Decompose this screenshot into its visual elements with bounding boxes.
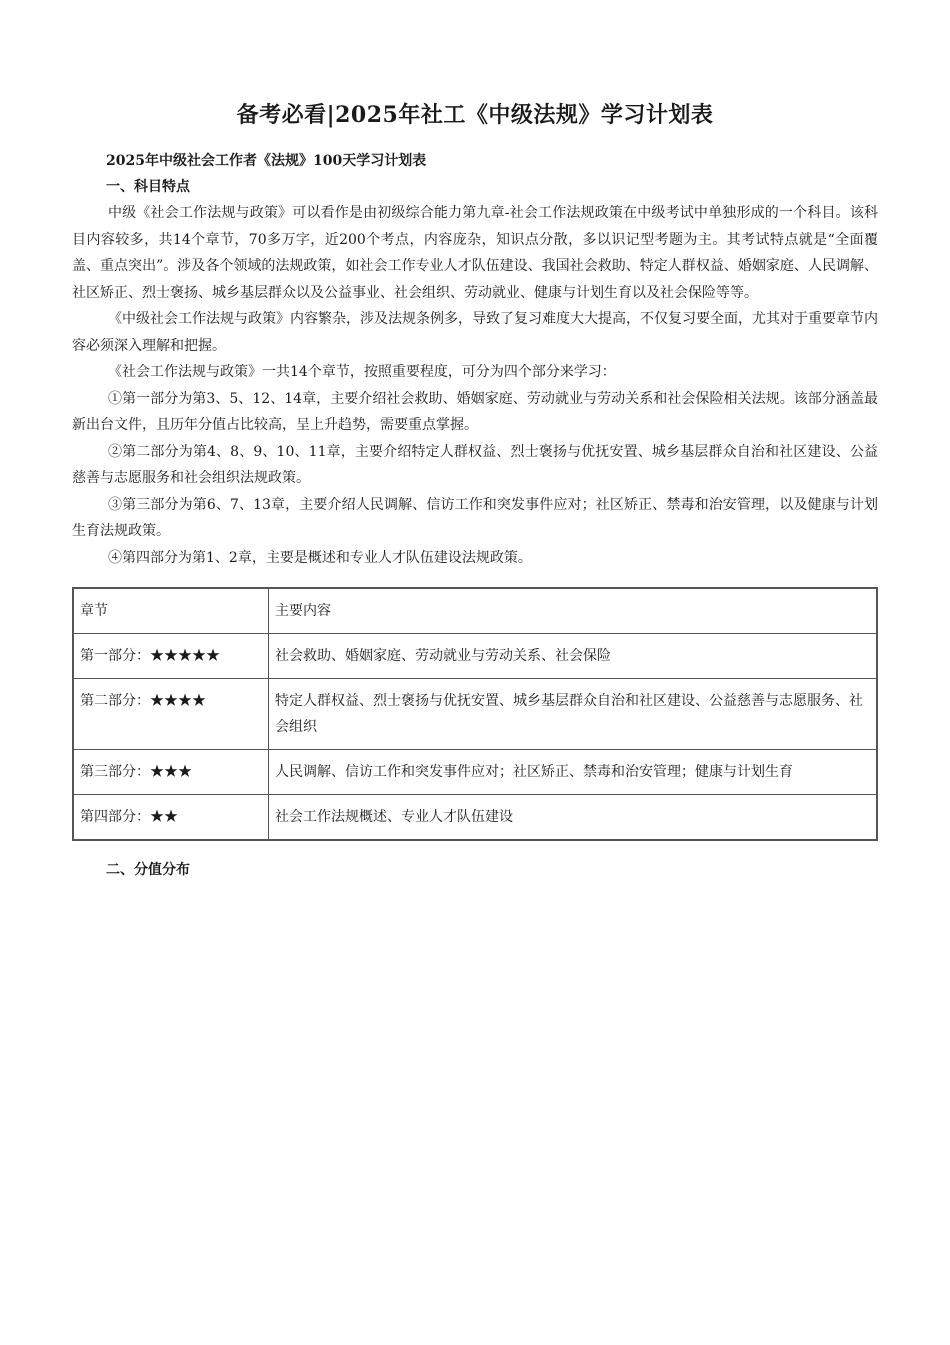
table-header-cell: 章节	[73, 588, 269, 634]
paragraph-intro: 中级《社会工作法规与政策》可以看作是由初级综合能力第九章-社会工作法规政策在中级考试中单独形成的一个科目。该科目内容较多，共14个章节，70多万字，近200个考点，内容庞杂，知识点分散，多以识记型考题为主。其考试特点就是“全面覆盖、重点突出”。涉及各个领域的法规政策，如社会工作专业人才队伍建设、我国社会救助、特定人群权益、婚姻家庭、人民调解、社区矫正、烈士褒扬、城乡基层群众以及公益事业、社会组织、劳动就业、健康与计划生育以及社会保险等等。	[72, 205, 878, 301]
study-plan-table	[72, 587, 878, 841]
paragraph-part-two: ②第二部分为第4、8、9、10、11章，主要介绍特定人群权益、烈士褒扬与优抚安置、城乡基层群众自治和社区建设、公益慈善与志愿服务和社会组织法规政策。	[72, 443, 878, 486]
table-row	[73, 679, 877, 750]
paragraph-part-three: ③第三部分为第6、7、13章，主要介绍人民调解、信访工作和突发事件应对；社区矫正、禁毒和治安管理，以及健康与计划生育法规政策。	[72, 496, 878, 539]
table-header-cell: 主要内容	[269, 588, 878, 634]
table-cell-part: 第四部分：★★	[73, 795, 269, 841]
table-cell-content: 特定人群权益、烈士褒扬与优抚安置、城乡基层群众自治和社区建设、公益慈善与志愿服务、社会组织	[269, 679, 878, 750]
table-header-row	[73, 588, 877, 634]
table-row	[73, 634, 877, 679]
document-title: 备考必看|2025年社工《中级法规》学习计划表	[236, 102, 714, 128]
table-row	[73, 795, 877, 841]
document-subtitle: 2025年中级社会工作者《法规》100天学习计划表	[106, 153, 427, 169]
table-cell-part: 第一部分：★★★★★	[73, 634, 269, 679]
table-cell-content: 人民调解、信访工作和突发事件应对；社区矫正、禁毒和治安管理；健康与计划生育	[269, 750, 878, 795]
table-cell-part: 第二部分：★★★★	[73, 679, 269, 750]
table-row	[73, 750, 877, 795]
document-page	[72, 100, 878, 883]
paragraph-difficulty: 《中级社会工作法规与政策》内容繁杂，涉及法规条例多，导致了复习难度大大提高，不仅复习要全面，尤其对于重要章节内容必须深入理解和把握。	[72, 311, 878, 354]
section-heading-score-distribution: 二、分值分布	[106, 862, 190, 878]
table-cell-content: 社会救助、婚姻家庭、劳动就业与劳动关系、社会保险	[269, 634, 878, 679]
section-heading-features: 一、科目特点	[106, 179, 190, 195]
table-cell-content: 社会工作法规概述、专业人才队伍建设	[269, 795, 878, 841]
paragraph-part-four: ④第四部分为第1、2章，主要是概述和专业人才队伍建设法规政策。	[108, 549, 532, 566]
paragraph-part-one: ①第一部分为第3、5、12、14章，主要介绍社会救助、婚姻家庭、劳动就业与劳动关系和社会保险相关法规。该部分涵盖最新出台文件，且历年分值占比较高，呈上升趋势，需要重点掌握。	[72, 390, 878, 433]
table-cell-part: 第三部分：★★★	[73, 750, 269, 795]
paragraph-parts-overview: 《社会工作法规与政策》一共14个章节，按照重要程度，可分为四个部分来学习：	[108, 364, 616, 380]
